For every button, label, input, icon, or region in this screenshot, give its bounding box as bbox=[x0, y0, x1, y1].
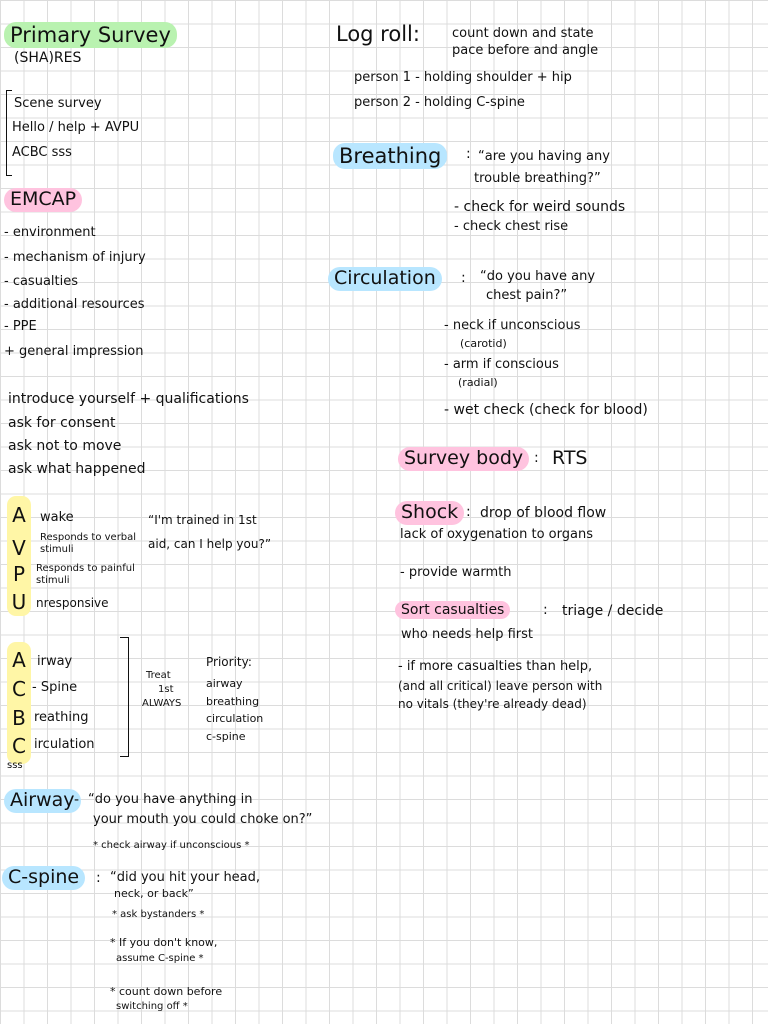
sort-text: who needs help first bbox=[401, 627, 533, 642]
avpu-letter: U bbox=[11, 590, 27, 614]
cspine-title: C-spine bbox=[2, 866, 85, 890]
abc-letter: B bbox=[12, 706, 26, 730]
breathing-colon: : bbox=[466, 146, 471, 162]
circulation-item: - arm if conscious bbox=[444, 357, 559, 372]
list-item: + general impression bbox=[4, 344, 144, 359]
circulation-quote: chest pain?” bbox=[486, 288, 568, 303]
cspine-quote: “did you hit your head, bbox=[110, 870, 261, 885]
abc-word: irculation bbox=[34, 737, 95, 752]
circulation-colon: : bbox=[461, 270, 466, 286]
cspine-note: * If you don't know, bbox=[110, 936, 218, 949]
intro-line: ask what happened bbox=[8, 461, 146, 477]
bracket bbox=[120, 637, 129, 757]
breathing-quote: trouble breathing?” bbox=[474, 171, 601, 186]
cspine-note: switching off * bbox=[116, 1001, 188, 1012]
sort-note: - if more casualties than help, bbox=[398, 659, 593, 674]
avpu-letter: V bbox=[12, 536, 26, 560]
intro-line: ask not to move bbox=[8, 438, 122, 454]
survey-text: RTS bbox=[552, 447, 588, 469]
sort-note: no vitals (they're already dead) bbox=[398, 697, 587, 711]
shock-colon: : bbox=[466, 504, 471, 520]
sort-note: (and all critical) leave person with bbox=[398, 679, 603, 693]
circulation-quote: “do you have any bbox=[480, 269, 596, 284]
abc-word: irway bbox=[37, 654, 73, 669]
avpu-quote: aid, can I help you?” bbox=[148, 537, 272, 551]
sort-colon: : bbox=[543, 602, 548, 618]
airway-quote: “do you have anything in bbox=[88, 792, 253, 807]
breathing-title: Breathing bbox=[333, 143, 447, 169]
priority-item: breathing bbox=[206, 695, 260, 708]
avpu-quote: “I'm trained in 1st bbox=[148, 513, 257, 527]
logroll-person: person 2 - holding C-spine bbox=[354, 95, 525, 110]
breathing-quote: “are you having any bbox=[478, 149, 610, 164]
treat-text: Treat bbox=[146, 670, 171, 681]
list-item: - additional resources bbox=[4, 297, 145, 312]
logroll-title: Log roll: bbox=[336, 22, 420, 46]
priority-title: Priority: bbox=[206, 655, 252, 669]
primary-survey-subtitle: (SHA)RES bbox=[14, 50, 82, 66]
cspine-colon: : bbox=[96, 870, 101, 886]
list-item: - environment bbox=[4, 225, 96, 240]
shock-text: - provide warmth bbox=[400, 565, 512, 580]
shock-text: drop of blood flow bbox=[480, 505, 607, 521]
abc-letter: A bbox=[12, 648, 26, 672]
sort-title: Sort casualties bbox=[395, 601, 510, 619]
avpu-a-text: wake bbox=[40, 510, 74, 525]
priority-item: c-spine bbox=[206, 730, 246, 743]
intro-line: ask for consent bbox=[8, 415, 116, 431]
abc-word: reathing bbox=[34, 710, 89, 725]
airway-dash: - bbox=[74, 792, 80, 808]
avpu-v-text: Responds to verbal stimuli bbox=[40, 532, 137, 555]
primary-survey-title: Primary Survey bbox=[4, 22, 177, 48]
priority-item: circulation bbox=[206, 712, 264, 725]
airway-quote: your mouth you could choke on?” bbox=[93, 812, 313, 827]
circulation-item: - neck if unconscious bbox=[444, 318, 581, 333]
abc-letter: C bbox=[12, 734, 26, 758]
treat-text: 1st bbox=[158, 684, 174, 695]
abc-letter: C bbox=[12, 677, 26, 701]
abc-word: - Spine bbox=[32, 680, 78, 695]
cspine-quote: neck, or back” bbox=[114, 887, 194, 900]
survey-title: Survey body bbox=[398, 447, 529, 471]
airway-title: Airway bbox=[4, 789, 81, 813]
breathing-item: - check chest rise bbox=[454, 219, 569, 234]
logroll-desc: pace before and angle bbox=[452, 43, 599, 58]
circulation-item: - wet check (check for blood) bbox=[444, 402, 648, 418]
list-item: - casualties bbox=[4, 274, 79, 289]
avpu-u-text: nresponsive bbox=[36, 596, 109, 610]
list-item: - mechanism of injury bbox=[4, 250, 146, 265]
abc-sss: sss bbox=[7, 760, 23, 771]
list-item: ACBC sss bbox=[12, 145, 72, 160]
priority-item: airway bbox=[206, 677, 243, 690]
avpu-letter: P bbox=[12, 562, 26, 586]
circulation-title: Circulation bbox=[328, 267, 442, 291]
sort-text: triage / decide bbox=[562, 603, 664, 619]
logroll-person: person 1 - holding shoulder + hip bbox=[354, 70, 572, 85]
treat-text: ALWAYS bbox=[142, 698, 182, 709]
airway-note: * check airway if unconscious * bbox=[93, 840, 250, 851]
avpu-letter: A bbox=[12, 503, 26, 527]
list-item: - PPE bbox=[4, 319, 37, 334]
list-item: Hello / help + AVPU bbox=[12, 120, 140, 135]
intro-line: introduce yourself + qualifications bbox=[8, 391, 249, 407]
survey-colon: : bbox=[534, 450, 539, 466]
cspine-note: assume C-spine * bbox=[116, 953, 204, 964]
cspine-note: * ask bystanders * bbox=[112, 909, 205, 920]
shock-text: lack of oxygenation to organs bbox=[400, 527, 593, 542]
logroll-desc: count down and state bbox=[452, 26, 594, 41]
list-item: Scene survey bbox=[14, 96, 102, 111]
circulation-item: (radial) bbox=[458, 376, 498, 389]
shock-title: Shock bbox=[395, 501, 464, 525]
emcap-title: EMCAP bbox=[4, 188, 82, 212]
breathing-item: - check for weird sounds bbox=[454, 199, 626, 215]
cspine-note: * count down before bbox=[110, 985, 223, 998]
avpu-p-text: Responds to painful stimuli bbox=[36, 563, 135, 586]
circulation-item: (carotid) bbox=[460, 337, 507, 350]
